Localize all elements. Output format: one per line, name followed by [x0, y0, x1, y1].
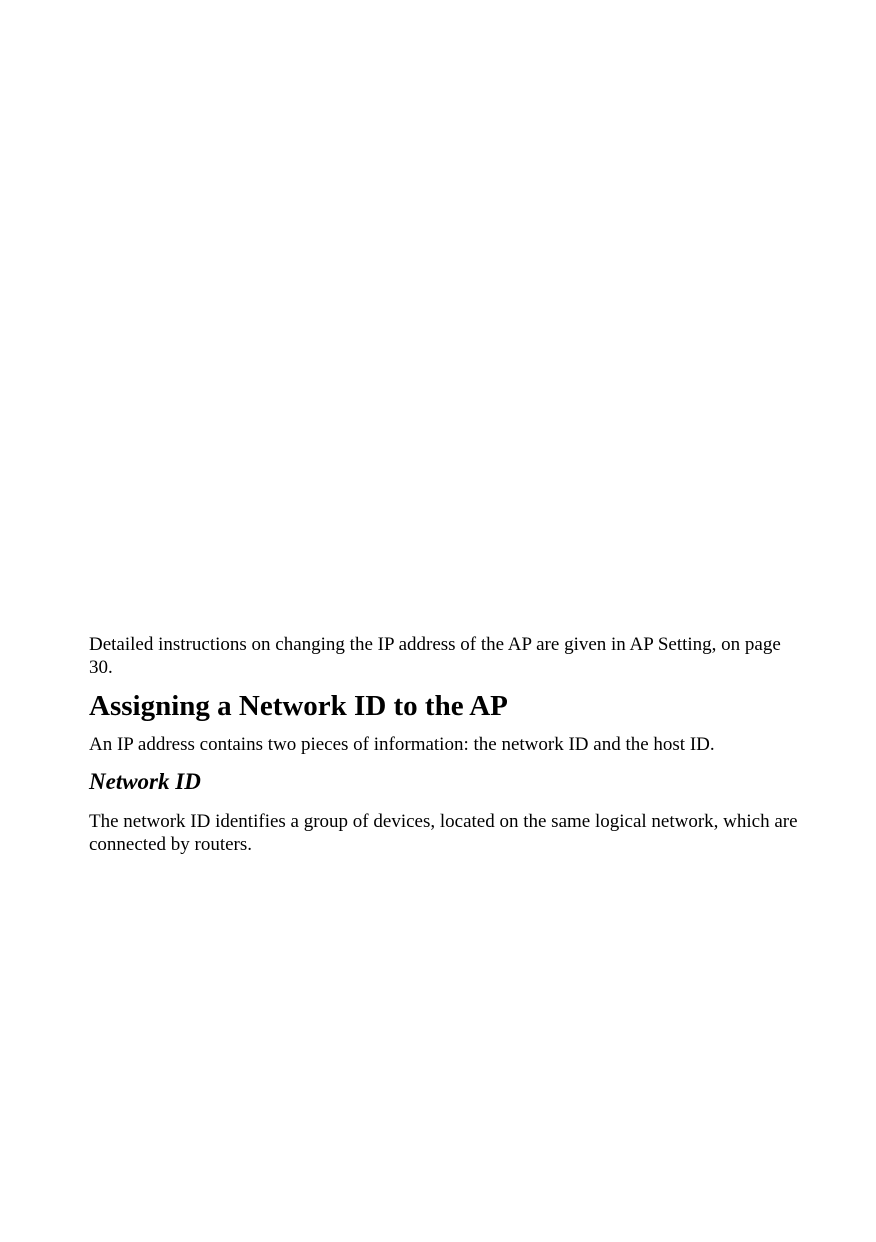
page-content	[89, 633, 799, 856]
intro-paragraph: Detailed instructions on changing the IP address of the AP are given in AP Setting, on page 30.	[89, 634, 781, 678]
section-paragraph: An IP address contains two pieces of information: the network ID and the host ID.	[89, 734, 715, 755]
subsection-paragraph: The network ID identifies a group of devices, located on the same logical network, which are connected by routers.	[89, 811, 798, 855]
section-heading: Assigning a Network ID to the AP	[89, 690, 508, 722]
subsection-heading: Network ID	[89, 769, 201, 794]
